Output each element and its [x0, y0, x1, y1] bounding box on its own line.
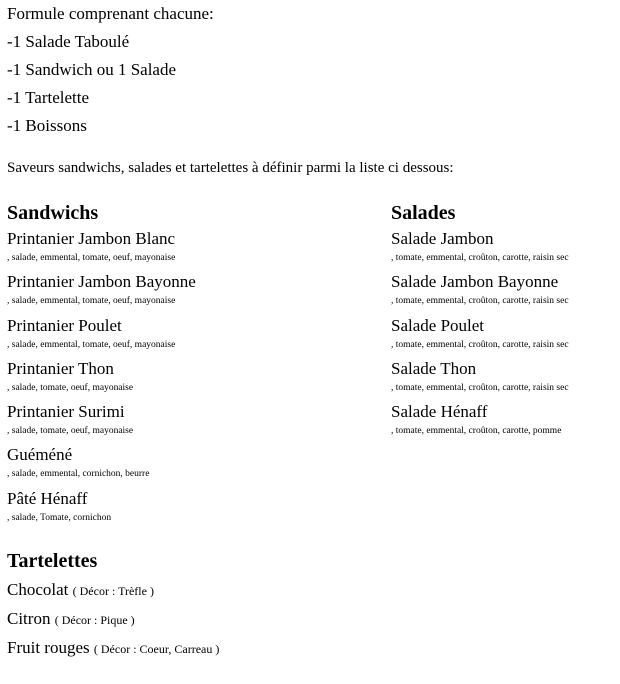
item-ingredients: , salade, tomate, oeuf, mayonaise [7, 426, 134, 437]
item-ingredients: , salade, tomate, oeuf, mayonaise [7, 382, 134, 393]
item-ingredients: , tomate, emmental, croûton, carotte, raisin sec [391, 382, 569, 393]
section-title: Salades [391, 202, 456, 224]
menu-item [7, 401, 377, 444]
menu-item [7, 315, 377, 358]
menu-item [7, 271, 377, 314]
item-name: Pâté Hénaff [7, 488, 88, 508]
tartelettes-section [7, 548, 219, 663]
menu-item [7, 228, 377, 271]
item-ingredients: , salade, emmental, tomate, oeuf, mayonaise [7, 296, 176, 307]
menu-item [7, 358, 377, 401]
item-ingredients: , salade, Tomate, cornichon [7, 512, 112, 523]
item-name: Printanier Poulet [7, 315, 122, 335]
item-name: Guéméné [7, 445, 73, 465]
menu-item [391, 228, 617, 271]
item-name: Printanier Surimi [7, 402, 125, 422]
formula-line: -1 Salade Taboulé [7, 32, 130, 51]
item-name: Salade Hénaff [391, 402, 488, 422]
item-ingredients: , tomate, emmental, croûton, carotte, pomme [391, 426, 562, 437]
menu-item [7, 488, 377, 531]
item-name: Salade Jambon Bayonne [391, 272, 559, 292]
tartelette-item [7, 605, 219, 634]
item-ingredients: , tomate, emmental, croûton, carotte, raisin sec [391, 339, 569, 350]
formula-title: Formule comprenant chacune: [7, 4, 214, 23]
item-name: Citron [7, 609, 51, 628]
item-decor: ( Décor : Pique ) [54, 613, 135, 627]
formula-line: -1 Boissons [7, 116, 87, 135]
formula-intro [7, 0, 214, 140]
tartelette-item [7, 576, 219, 605]
salades-section [391, 200, 617, 444]
item-name: Printanier Thon [7, 358, 114, 378]
tartelette-item [7, 634, 219, 663]
item-name: Salade Poulet [391, 315, 485, 335]
item-name: Salade Jambon [391, 229, 494, 248]
item-ingredients: , salade, emmental, tomate, oeuf, mayonaise [7, 339, 176, 350]
formula-line: -1 Sandwich ou 1 Salade [7, 60, 177, 79]
menu-item [391, 315, 617, 358]
item-name: Salade Thon [391, 358, 477, 378]
item-ingredients: , salade, emmental, cornichon, beurre [7, 469, 150, 480]
item-decor: ( Décor : Trèfle ) [72, 584, 154, 598]
menu-item [391, 358, 617, 401]
item-ingredients: , tomate, emmental, croûton, carotte, raisin sec [391, 296, 569, 307]
item-ingredients: , salade, emmental, tomate, oeuf, mayonaise [7, 253, 176, 263]
menu-item [391, 401, 617, 444]
flavors-instructions: Saveurs sandwichs, salades et tartelettes à définir parmi la liste ci dessous: [7, 160, 454, 176]
item-decor: ( Décor : Coeur, Carreau ) [93, 642, 220, 656]
item-name: Fruit rouges [7, 638, 90, 657]
item-name: Chocolat [7, 580, 69, 599]
item-name: Printanier Jambon Blanc [7, 229, 176, 248]
section-title: Tartelettes [7, 550, 98, 572]
formula-line: -1 Tartelette [7, 88, 90, 107]
section-title: Sandwichs [7, 202, 99, 224]
menu-item [391, 271, 617, 314]
item-name: Printanier Jambon Bayonne [7, 272, 196, 292]
menu-item [7, 444, 377, 487]
item-ingredients: , tomate, emmental, croûton, carotte, raisin sec [391, 253, 569, 263]
sandwichs-section [7, 200, 377, 531]
